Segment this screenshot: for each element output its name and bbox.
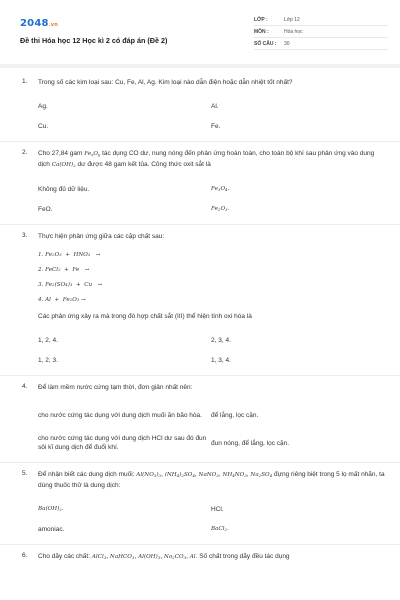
reaction-item: 1. Fe 2 O 3 + HNO 3 → xyxy=(38,251,101,258)
answer-options xyxy=(38,401,386,457)
answer-options xyxy=(38,499,386,539)
answer-options xyxy=(38,179,386,219)
answer-option[interactable]: cho nước cứng tác dụng với dung dịch HCl dư sau đó đun sôi kĩ dung dịch để đuổi khí. xyxy=(38,435,207,451)
answer-option[interactable]: Fe 3 O 4 . xyxy=(211,185,230,192)
answer-option[interactable]: HCl. xyxy=(211,505,224,513)
question-divider xyxy=(0,544,400,545)
document-header xyxy=(12,10,388,60)
meta-row-count: SỐ CÂU : 30 xyxy=(254,38,388,50)
answer-option[interactable]: Không đủ dữ liệu. xyxy=(38,185,90,193)
answer-option[interactable]: Ag. xyxy=(38,102,48,110)
site-logo[interactable]: 2048.vn xyxy=(20,18,58,29)
header-divider xyxy=(0,64,400,68)
answer-option[interactable]: Al. xyxy=(211,102,219,110)
answer-option[interactable]: đun nóng, để lắng, lọc cặn. xyxy=(211,439,290,447)
meta-row-class: LỚP : Lớp 12 xyxy=(254,14,388,26)
answer-option[interactable]: Fe 2 O 3 . xyxy=(211,205,230,212)
answer-option[interactable]: amoniac. xyxy=(38,525,65,533)
answer-option[interactable]: 1, 3, 4. xyxy=(211,356,231,364)
reaction-list xyxy=(38,247,386,307)
answer-option[interactable]: Ba(OH) 2 . xyxy=(38,505,64,512)
reaction-item: 4. Al + Fe 2 O 3 → xyxy=(38,296,86,303)
answer-option[interactable]: BaCl 2 . xyxy=(211,525,229,532)
question-divider xyxy=(0,462,400,463)
answer-option[interactable]: để lắng, lọc cặn. xyxy=(211,411,259,419)
answer-option[interactable]: 2, 3, 4. xyxy=(211,336,231,344)
question-5: 5. Để nhận biết các dung dịch muối: $Al(NO_3)_3$, $(NH_4)_2SO_4$, NaNO$_3$, $NH_4NO_3$, $Na_2SO_4$ đựng riêng biệt trong 5 lọ mất nhãn, ta dùng thuốc thử là dung dịch: Ba(OH) 2 . HCl. amoniac. BaCl 2 . xyxy=(0,470,400,539)
question-2: 2. Cho 27,84 gam $Fe_xO_y$ tác dụng CO dư, nung nóng đến phản ứng hoàn toàn, cho toàn bộ khí sau phản ứng vào dung dịch $Ca(OH)_2$ dư được 48 gam kết tủa. Công thức oxit sắt là Không đủ dữ liệu. Fe 3 O 4 . FeO. Fe 2 O 3 . xyxy=(0,149,400,219)
question-3: 3. Thực hiện phản ứng giữa các cặp chất sau: 1. Fe 2 O 3 + HNO 3 → 2. FeCl 2 + Fe → 3. Fe 2 (SO 4 ) 3 + Cu → 4. Al + Fe 2 O 3 → Các phản ứng xảy ra mà trong đó hợp chất sắt (III) thể hiện tính oxi hóa là 1, 2, 4. 2, 3, 4. 1, 2, 3. 1, 3, 4. xyxy=(0,232,400,370)
reaction-item: 3. Fe 2 (SO 4 ) 3 + Cu → xyxy=(38,281,103,288)
answer-options xyxy=(38,96,386,136)
question-6: 6. Cho dãy các chất: AlCl$_3$, NaHCO$_3$, $Al(OH)_3$, $Na_2CO_3$, Al. Số chất trong dãy đều tác dụng xyxy=(22,552,290,560)
answer-option[interactable]: cho nước cứng tác dụng với dung dịch muối ăn bão hòa. xyxy=(38,411,202,419)
answer-option[interactable]: Fe. xyxy=(211,122,221,130)
question-4: 4. Để làm mềm nước cứng tạm thời, đơn giản nhất nên: cho nước cứng tác dụng với dung dịch muối ăn bão hòa. để lắng, lọc cặn. cho nước cứng tác dụng với dung dịch HCl dư sau đó đun sôi kĩ dung dịch để đuổi khí. đun nóng, để lắng, lọc cặn. xyxy=(0,383,400,457)
meta-row-subject: MÔN : Hóa học xyxy=(254,26,388,38)
document-title: Đề thi Hóa học 12 Học kì 2 có đáp án (Đề 2) xyxy=(20,36,168,45)
question-1: 1. Trong số các kim loại sau: Cu, Fe, Al, Ag. Kim loại nào dẫn điện hoặc dẫn nhiệt tốt nhất? Ag. Al. Cu. Fe. xyxy=(0,78,400,136)
document-meta xyxy=(254,14,388,50)
answer-option[interactable]: FeO. xyxy=(38,205,53,213)
question-divider xyxy=(0,224,400,225)
answer-option[interactable]: 1, 2, 4. xyxy=(38,336,58,344)
answer-option[interactable]: 1, 2, 3. xyxy=(38,356,58,364)
answer-option[interactable]: Cu. xyxy=(38,122,49,130)
question-divider xyxy=(0,375,400,376)
answer-options xyxy=(38,330,386,370)
question-divider xyxy=(0,141,400,142)
reaction-item: 2. FeCl 2 + Fe → xyxy=(38,266,90,273)
question-list xyxy=(0,78,400,563)
